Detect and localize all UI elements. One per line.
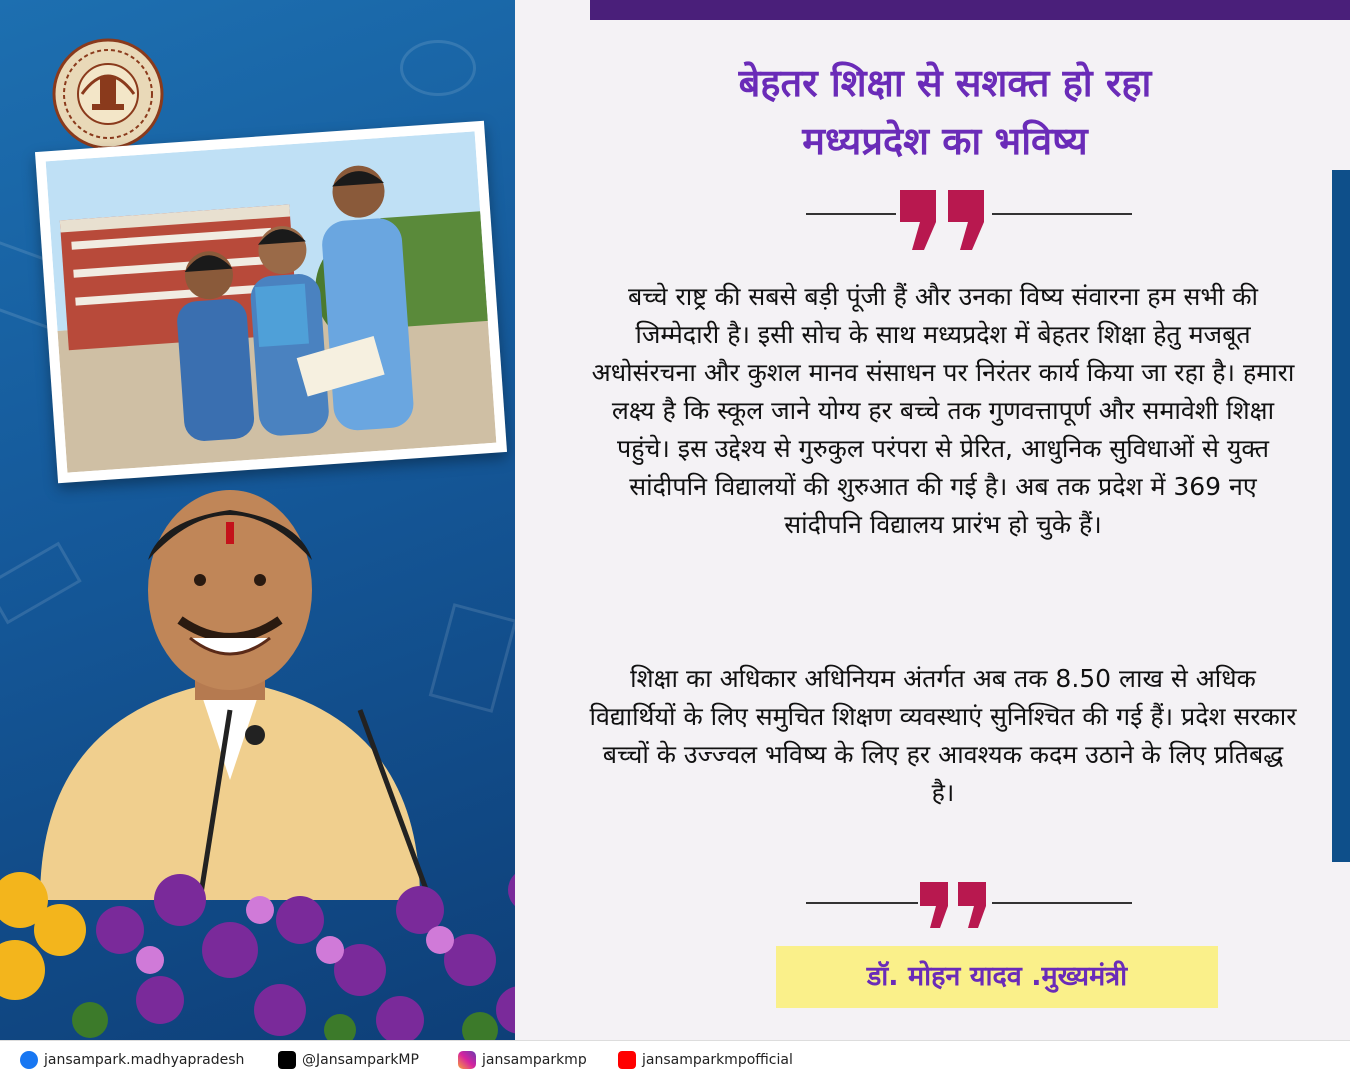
- attribution-box: [776, 946, 1218, 1008]
- instagram-handle: jansamparkmp: [482, 1052, 587, 1068]
- attribution-text: डॉ. मोहन यादव .मुख्यमंत्री: [866, 961, 1128, 992]
- youtube-icon: [618, 1051, 636, 1069]
- quote-divider-left: [806, 213, 896, 215]
- x-icon: [278, 1051, 296, 1069]
- side-accent-bar: [1332, 170, 1350, 862]
- close-divider-right: [992, 902, 1132, 904]
- youtube-handle: jansamparkmpofficial: [642, 1052, 793, 1068]
- close-divider-left: [806, 902, 918, 904]
- facebook-icon: [20, 1051, 38, 1069]
- open-quote-icon: [898, 188, 988, 252]
- decor-shape: [400, 40, 476, 96]
- mp-govt-emblem-icon: [52, 38, 164, 150]
- school-photo-frame: [35, 121, 507, 484]
- youtube-link[interactable]: [618, 1051, 793, 1069]
- close-quote-icon: [918, 880, 990, 930]
- instagram-icon: [458, 1051, 476, 1069]
- facebook-link[interactable]: [20, 1051, 244, 1069]
- facebook-handle: jansampark.madhyapradesh: [44, 1052, 245, 1068]
- body-paragraph-2: शिक्षा का अधिकार अधिनियम अंतर्गत अब तक 8.50 लाख से अधिक विद्यार्थियों के लिए समुचित शिक्षण व्यवस्थाएं सुनिश्चित की गई हैं। प्रदेश सरकार बच्चों के उज्ज्वल भविष्य के लिए हर आवश्यक कदम उठाने के लिए प्रतिबद्ध है।: [589, 664, 1297, 807]
- social-footer: [0, 1040, 1350, 1081]
- x-link[interactable]: [278, 1051, 419, 1069]
- body-paragraph-1: बच्चे राष्ट्र की सबसे बड़ी पूंजी हैं और उनका विष्य संवारना हम सभी की जिम्मेदारी है। इसी सोच के साथ मध्यप्रदेश में बेहतर शिक्षा हेतु मजबूत अधोसंरचना और कुशल मानव संसाधन पर निरंतर कार्य किया जा रहा है। हमारा लक्ष्य है कि स्कूल जाने योग्य हर बच्चे तक गुणवत्तापूर्ण और समावेशी शिक्षा पहुंचे। इस उद्देश्य से गुरुकुल परंपरा से प्रेरित, आधुनिक सुविधाओं से युक्त सांदीपनि विद्यालयों की शुरुआत की गई है। अब तक प्रदेश में 369 नए सांदीपनि विद्यालय प्रारंभ हो चुके हैं।: [591, 282, 1295, 539]
- top-accent-bar: [590, 0, 1350, 20]
- school-children-photo: [46, 131, 497, 472]
- quote-divider-right: [992, 213, 1132, 215]
- headline-line-2: मध्यप्रदेश का भविष्य: [802, 119, 1088, 163]
- x-handle: @JansamparkMP: [302, 1052, 419, 1068]
- headline-line-1: बेहतर शिक्षा से सशक्त हो रहा: [738, 61, 1152, 105]
- instagram-link[interactable]: [458, 1051, 587, 1069]
- headline: [620, 54, 1270, 170]
